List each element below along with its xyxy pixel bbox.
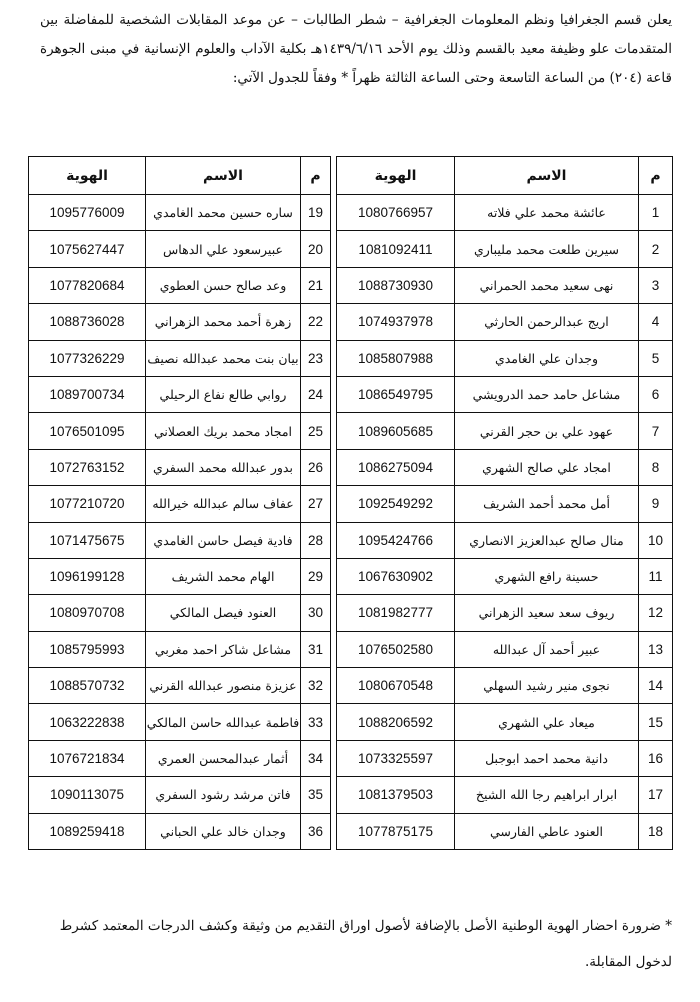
- column-gap: [331, 195, 337, 231]
- candidate-name: عبير أحمد آل عبدالله: [455, 631, 639, 667]
- row-number: 18: [639, 813, 673, 849]
- candidate-name: وجدان علي الغامدي: [455, 340, 639, 376]
- candidate-id: 1075627447: [29, 231, 146, 267]
- candidate-name: امجاد علي صالح الشهري: [455, 449, 639, 485]
- row-number: 16: [639, 740, 673, 776]
- candidate-id: 1096199128: [29, 558, 146, 594]
- column-gap: [331, 304, 337, 340]
- row-number: 12: [639, 595, 673, 631]
- candidate-id: 1088736028: [29, 304, 146, 340]
- table-row: [29, 595, 673, 631]
- candidate-id: 1077210720: [29, 486, 146, 522]
- row-number: 19: [301, 195, 331, 231]
- candidate-name: امجاد محمد بريك العصلاني: [146, 413, 301, 449]
- candidate-id: 1081092411: [337, 231, 455, 267]
- candidate-name: وعد صالح حسن العطوي: [146, 267, 301, 303]
- candidate-name: أمل محمد أحمد الشريف: [455, 486, 639, 522]
- row-number: 9: [639, 486, 673, 522]
- table-row: [29, 376, 673, 412]
- candidate-name: العنود عاطي الفارسي: [455, 813, 639, 849]
- row-number: 15: [639, 704, 673, 740]
- candidate-id: 1089259418: [29, 813, 146, 849]
- row-number: 36: [301, 813, 331, 849]
- candidate-id: 1089605685: [337, 413, 455, 449]
- row-number: 29: [301, 558, 331, 594]
- column-gap: [331, 157, 337, 195]
- row-number: 31: [301, 631, 331, 667]
- row-number: 30: [301, 595, 331, 631]
- row-number: 21: [301, 267, 331, 303]
- candidate-name: ابرار ابراهيم رجا الله الشيخ: [455, 777, 639, 813]
- candidate-id: 1088730930: [337, 267, 455, 303]
- header-num: م: [639, 157, 673, 195]
- candidate-id: 1072763152: [29, 449, 146, 485]
- table-row: [29, 740, 673, 776]
- candidate-name: ميعاد علي الشهري: [455, 704, 639, 740]
- row-number: 3: [639, 267, 673, 303]
- candidate-id: 1077326229: [29, 340, 146, 376]
- table-row: [29, 413, 673, 449]
- candidate-name: فاتن مرشد رشود السفري: [146, 777, 301, 813]
- candidate-name: ساره حسين محمد الغامدي: [146, 195, 301, 231]
- row-number: 27: [301, 486, 331, 522]
- row-number: 24: [301, 376, 331, 412]
- candidate-id: 1085807988: [337, 340, 455, 376]
- column-gap: [331, 413, 337, 449]
- column-gap: [331, 668, 337, 704]
- candidate-id: 1076721834: [29, 740, 146, 776]
- candidate-id: 1085795993: [29, 631, 146, 667]
- candidate-id: 1074937978: [337, 304, 455, 340]
- column-gap: [331, 558, 337, 594]
- row-number: 1: [639, 195, 673, 231]
- candidate-id: 1080670548: [337, 668, 455, 704]
- candidate-id: 1067630902: [337, 558, 455, 594]
- candidate-id: 1086275094: [337, 449, 455, 485]
- column-gap: [331, 813, 337, 849]
- candidate-name: فاطمة عبدالله حاسن المالكي: [146, 704, 301, 740]
- table-row: [29, 668, 673, 704]
- row-number: 33: [301, 704, 331, 740]
- candidate-id: 1080970708: [29, 595, 146, 631]
- column-gap: [331, 449, 337, 485]
- candidate-id: 1088206592: [337, 704, 455, 740]
- candidate-name: عائشة محمد علي فلاته: [455, 195, 639, 231]
- row-number: 13: [639, 631, 673, 667]
- candidate-name: ريوف سعد سعيد الزهراني: [455, 595, 639, 631]
- row-number: 22: [301, 304, 331, 340]
- column-gap: [331, 376, 337, 412]
- row-number: 28: [301, 522, 331, 558]
- row-number: 5: [639, 340, 673, 376]
- candidate-name: أثمار عبدالمحسن العمري: [146, 740, 301, 776]
- candidate-name: سيرين طلعت محمد مليباري: [455, 231, 639, 267]
- candidate-name: نجوى منير رشيد السهلي: [455, 668, 639, 704]
- row-number: 4: [639, 304, 673, 340]
- row-number: 25: [301, 413, 331, 449]
- candidate-id: 1081982777: [337, 595, 455, 631]
- candidate-id: 1076501095: [29, 413, 146, 449]
- candidate-id: 1080766957: [337, 195, 455, 231]
- candidate-id: 1090113075: [29, 777, 146, 813]
- table-row: [29, 558, 673, 594]
- table-row: [29, 813, 673, 849]
- candidate-name: نهى سعيد محمد الحمراني: [455, 267, 639, 303]
- column-gap: [331, 595, 337, 631]
- row-number: 34: [301, 740, 331, 776]
- candidate-id: 1077875175: [337, 813, 455, 849]
- table-row: [29, 195, 673, 231]
- candidate-name: الهام محمد الشريف: [146, 558, 301, 594]
- column-gap: [331, 777, 337, 813]
- candidate-name: العنود فيصل المالكي: [146, 595, 301, 631]
- row-number: 10: [639, 522, 673, 558]
- candidate-name: دانية محمد احمد ابوجبل: [455, 740, 639, 776]
- table-row: [29, 340, 673, 376]
- column-gap: [331, 267, 337, 303]
- row-number: 8: [639, 449, 673, 485]
- candidate-name: مشاعل حامد حمد الدرويشي: [455, 376, 639, 412]
- row-number: 14: [639, 668, 673, 704]
- candidate-name: عفاف سالم عبدالله خيرالله: [146, 486, 301, 522]
- candidate-id: 1089700734: [29, 376, 146, 412]
- candidate-id: 1076502580: [337, 631, 455, 667]
- row-number: 32: [301, 668, 331, 704]
- announcement-text: يعلن قسم الجغرافيا ونظم المعلومات الجغرافية – شطر الطالبات – عن موعد المقابلات الشخصية للمفاضلة بين المتقدمات علو وظيفة معيد بالقسم وذلك يوم الأحد ١٤٣٩/٦/١٦هـ بكلية الآداب والعلوم الإنسانية في مبنى الجوهرة قاعة (٢٠٤) من الساعة التاسعة وحتى الساعة الثالثة ظهراً * وفقاً للجدول الآتي:: [40, 12, 672, 86]
- candidate-name: مشاعل شاكر احمد مغربي: [146, 631, 301, 667]
- candidate-name: منال صالح عبدالعزيز الانصاري: [455, 522, 639, 558]
- candidate-id: 1063222838: [29, 704, 146, 740]
- row-number: 7: [639, 413, 673, 449]
- candidate-name: روابي طالع نفاع الرحيلي: [146, 376, 301, 412]
- candidate-name: عهود علي بن حجر القرني: [455, 413, 639, 449]
- column-gap: [331, 231, 337, 267]
- table-header-row: [29, 157, 673, 195]
- header-num: م: [301, 157, 331, 195]
- row-number: 2: [639, 231, 673, 267]
- candidate-name: بدور عبدالله محمد السفري: [146, 449, 301, 485]
- column-gap: [331, 522, 337, 558]
- candidate-id: 1071475675: [29, 522, 146, 558]
- candidate-id: 1077820684: [29, 267, 146, 303]
- row-number: 11: [639, 558, 673, 594]
- candidate-name: عزيزة منصور عبدالله القرني: [146, 668, 301, 704]
- header-name: الاسم: [146, 157, 301, 195]
- row-number: 23: [301, 340, 331, 376]
- table-row: [29, 486, 673, 522]
- footnote: * ضرورة احضار الهوية الوطنية الأصل بالإضافة لأصول اوراق التقديم من وثيقة وكشف الدرجات المعتمد كشرط لدخول المقابلة.: [59, 918, 672, 970]
- interview-table: [28, 156, 673, 850]
- column-gap: [331, 486, 337, 522]
- row-number: 35: [301, 777, 331, 813]
- candidate-name: زهرة أحمد محمد الزهراني: [146, 304, 301, 340]
- column-gap: [331, 704, 337, 740]
- candidate-id: 1092549292: [337, 486, 455, 522]
- table-row: [29, 267, 673, 303]
- candidate-name: وجدان خالد علي الحباني: [146, 813, 301, 849]
- table-row: [29, 631, 673, 667]
- table-row: [29, 704, 673, 740]
- table-row: [29, 304, 673, 340]
- candidate-id: 1073325597: [337, 740, 455, 776]
- column-gap: [331, 740, 337, 776]
- header-name: الاسم: [455, 157, 639, 195]
- candidate-id: 1095424766: [337, 522, 455, 558]
- table-row: [29, 231, 673, 267]
- candidate-name: بيان بنت محمد عبدالله نصيف: [146, 340, 301, 376]
- table-row: [29, 449, 673, 485]
- candidate-name: فادية فيصل حاسن الغامدي: [146, 522, 301, 558]
- row-number: 17: [639, 777, 673, 813]
- row-number: 6: [639, 376, 673, 412]
- column-gap: [331, 340, 337, 376]
- candidate-name: عبيرسعود علي الدهاس: [146, 231, 301, 267]
- header-id: الهوية: [337, 157, 455, 195]
- candidate-name: اريج عبدالرحمن الحارثي: [455, 304, 639, 340]
- row-number: 20: [301, 231, 331, 267]
- candidate-id: 1081379503: [337, 777, 455, 813]
- header-id: الهوية: [29, 157, 146, 195]
- candidate-id: 1086549795: [337, 376, 455, 412]
- table-row: [29, 777, 673, 813]
- table-row: [29, 522, 673, 558]
- candidate-name: حسينة رافع الشهري: [455, 558, 639, 594]
- candidate-id: 1095776009: [29, 195, 146, 231]
- candidate-id: 1088570732: [29, 668, 146, 704]
- row-number: 26: [301, 449, 331, 485]
- column-gap: [331, 631, 337, 667]
